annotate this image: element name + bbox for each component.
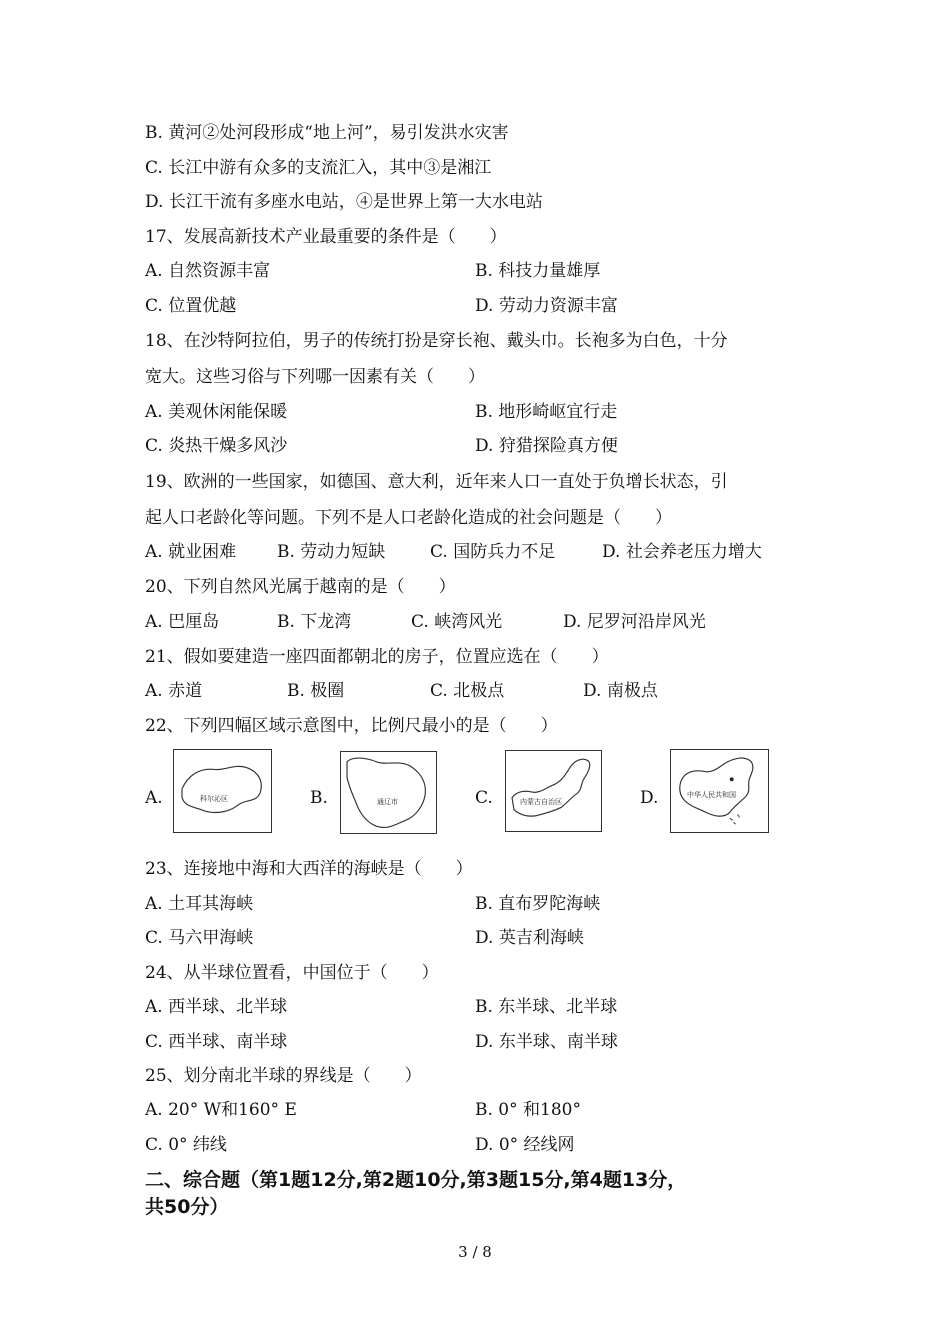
question-18-option-b: B. 地形崎岖宜行走 xyxy=(475,402,618,422)
question-20-option-a: A. 巴厘岛 xyxy=(145,612,220,632)
question-20-option-b: B. 下龙湾 xyxy=(277,612,352,632)
map-a-box xyxy=(173,749,272,833)
question-21-option-d: D. 南极点 xyxy=(583,681,658,701)
question-19-option-b: B. 劳动力短缺 xyxy=(277,542,386,562)
question-18-option-d: D. 狩猎探险真方便 xyxy=(475,436,618,456)
question-17-option-c: C. 位置优越 xyxy=(145,296,237,316)
question-20-option-c: C. 峡湾风光 xyxy=(411,612,503,632)
map-b-outline xyxy=(341,752,436,833)
question-17-option-a: A. 自然资源丰富 xyxy=(145,261,271,281)
map-a-outline xyxy=(174,750,271,832)
map-d-box xyxy=(670,749,769,833)
question-25-option-c: C. 0° 纬线 xyxy=(145,1135,227,1155)
question-24-option-a: A. 西半球、北半球 xyxy=(145,997,288,1017)
question-22: 22、下列四幅区域示意图中，比例尺最小的是（ ） xyxy=(145,716,558,736)
question-18-option-c: C. 炎热干燥多风沙 xyxy=(145,436,288,456)
question-19-line-2: 起人口老龄化等问题。下列不是人口老龄化造成的社会问题是（ ） xyxy=(145,508,672,528)
question-25-option-d: D. 0° 经线网 xyxy=(475,1135,575,1155)
map-a-region-label: 科尔沁区 xyxy=(200,795,228,803)
question-19-option-d: D. 社会养老压力增大 xyxy=(602,542,762,562)
question-18-line-2: 宽大。这些习俗与下列哪一因素有关（ ） xyxy=(145,367,485,387)
question-17: 17、发展高新技术产业最重要的条件是（ ） xyxy=(145,227,507,247)
map-c-region-label: 内蒙古自治区 xyxy=(520,798,562,806)
section-2-heading-line-2: 共50分） xyxy=(145,1196,229,1218)
question-23-option-b: B. 直布罗陀海峡 xyxy=(475,894,601,914)
map-d-region-label: 中华人民共和国 xyxy=(687,791,736,799)
question-22-option-d-label: D. xyxy=(640,788,659,808)
question-20-option-d: D. 尼罗河沿岸风光 xyxy=(563,612,706,632)
question-18-line-1: 18、在沙特阿拉伯，男子的传统打扮是穿长袍、戴头巾。长袍多为白色，十分 xyxy=(145,331,728,351)
question-23: 23、连接地中海和大西洋的海峡是（ ） xyxy=(145,859,473,879)
question-21-option-a: A. 赤道 xyxy=(145,681,203,701)
question-25: 25、划分南北半球的界线是（ ） xyxy=(145,1066,422,1086)
question-22-option-a-label: A. xyxy=(145,788,163,808)
question-21-option-c: C. 北极点 xyxy=(430,681,505,701)
question-19-option-c: C. 国防兵力不足 xyxy=(430,542,556,562)
question-24-option-c: C. 西半球、南半球 xyxy=(145,1032,288,1052)
question-20: 20、下列自然风光属于越南的是（ ） xyxy=(145,577,456,597)
section-2-heading-line-1: 二、综合题（第1题12分,第2题10分,第3题15分,第4题13分， xyxy=(145,1169,687,1191)
question-23-option-d: D. 英吉利海峡 xyxy=(475,928,584,948)
question-16-option-d: D. 长江干流有多座水电站，④是世界上第一大水电站 xyxy=(145,192,543,212)
question-19-option-a: A. 就业困难 xyxy=(145,542,237,562)
question-17-option-d: D. 劳动力资源丰富 xyxy=(475,296,618,316)
beijing-marker xyxy=(730,777,734,781)
map-c-box xyxy=(505,750,602,832)
question-25-option-b: B. 0° 和180° xyxy=(475,1100,581,1120)
question-24-option-b: B. 东半球、北半球 xyxy=(475,997,618,1017)
question-23-option-a: A. 土耳其海峡 xyxy=(145,894,254,914)
question-21-option-b: B. 极圈 xyxy=(287,681,345,701)
question-19-line-1: 19、欧洲的一些国家，如德国、意大利，近年来人口一直处于负增长状态，引 xyxy=(145,472,728,492)
map-b-region-label: 通辽市 xyxy=(377,798,398,806)
question-23-option-c: C. 马六甲海峡 xyxy=(145,928,254,948)
question-22-option-c-label: C. xyxy=(475,788,493,808)
question-25-option-a: A. 20° W和160° E xyxy=(145,1100,297,1120)
question-21: 21、假如要建造一座四面都朝北的房子，位置应选在（ ） xyxy=(145,647,609,667)
map-b-box xyxy=(340,751,437,834)
question-22-option-b-label: B. xyxy=(310,788,328,808)
question-18-option-a: A. 美观休闲能保暖 xyxy=(145,402,288,422)
page-number: 3 / 8 xyxy=(458,1243,492,1261)
map-c-outline xyxy=(506,751,601,831)
question-24: 24、从半球位置看，中国位于（ ） xyxy=(145,963,439,983)
question-16-option-b: B. 黄河②处河段形成“地上河”，易引发洪水灾害 xyxy=(145,123,509,143)
question-17-option-b: B. 科技力量雄厚 xyxy=(475,261,601,281)
question-16-option-c: C. 长江中游有众多的支流汇入，其中③是湘江 xyxy=(145,158,492,178)
question-24-option-d: D. 东半球、南半球 xyxy=(475,1032,618,1052)
